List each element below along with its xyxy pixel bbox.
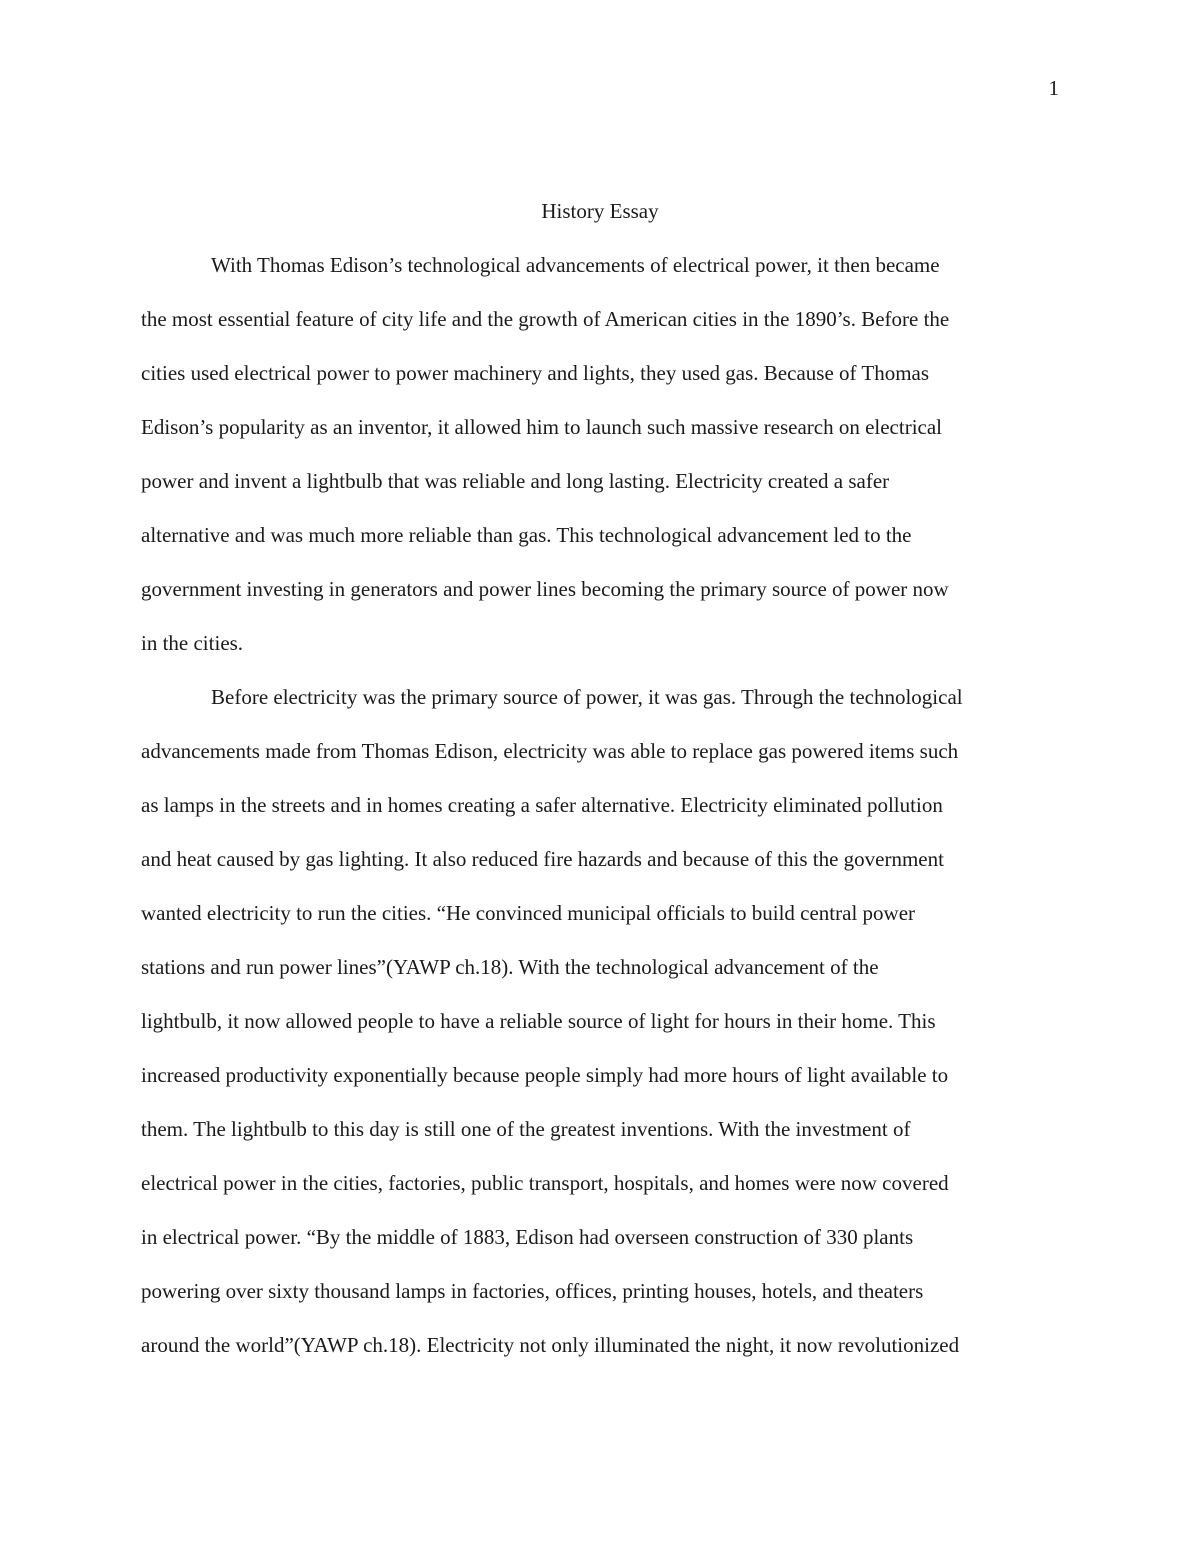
text-line: powering over sixty thousand lamps in factories, offices, printing houses, hotels, and theaters xyxy=(141,1279,924,1303)
text-line: as lamps in the streets and in homes creating a safer alternative. Electricity eliminated pollution xyxy=(141,793,943,817)
text-line: stations and run power lines”(YAWP ch.18). With the technological advancement of the xyxy=(141,955,879,979)
text-line: and heat caused by gas lighting. It also reduced fire hazards and because of this the government xyxy=(141,847,944,871)
text-line: Edison’s popularity as an inventor, it allowed him to launch such massive research on electrical xyxy=(141,415,943,439)
text-line: advancements made from Thomas Edison, electricity was able to replace gas powered items such xyxy=(141,739,959,763)
text-line: in electrical power. “By the middle of 1883, Edison had overseen construction of 330 plants xyxy=(141,1225,914,1249)
essay-body xyxy=(141,251,1061,1385)
text-line: increased productivity exponentially because people simply had more hours of light available to xyxy=(141,1063,949,1087)
text-line: government investing in generators and power lines becoming the primary source of power now xyxy=(141,577,949,601)
text-line: electrical power in the cities, factories, public transport, hospitals, and homes were now covered xyxy=(141,1171,949,1195)
text-line: the most essential feature of city life and the growth of American cities in the 1890’s. Before the xyxy=(141,307,950,331)
text-line: in the cities. xyxy=(141,631,244,655)
text-line: wanted electricity to run the cities. “He convinced municipal officials to build central power xyxy=(141,901,916,925)
text-line: power and invent a lightbulb that was reliable and long lasting. Electricity created a safer xyxy=(141,469,890,493)
text-line: With Thomas Edison’s technological advancements of electrical power, it then became xyxy=(211,253,940,277)
document-title: History Essay xyxy=(541,199,659,223)
text-line: around the world”(YAWP ch.18). Electricity not only illuminated the night, it now revolutionized xyxy=(141,1333,960,1357)
text-line: cities used electrical power to power machinery and lights, they used gas. Because of Thomas xyxy=(141,361,930,385)
text-line: lightbulb, it now allowed people to have a reliable source of light for hours in their home. This xyxy=(141,1009,936,1033)
page-number: 1 xyxy=(1048,76,1059,100)
text-line: them. The lightbulb to this day is still one of the greatest inventions. With the investment of xyxy=(141,1117,911,1141)
text-line: Before electricity was the primary source of power, it was gas. Through the technological xyxy=(211,685,963,709)
text-line: alternative and was much more reliable than gas. This technological advancement led to the xyxy=(141,523,912,547)
